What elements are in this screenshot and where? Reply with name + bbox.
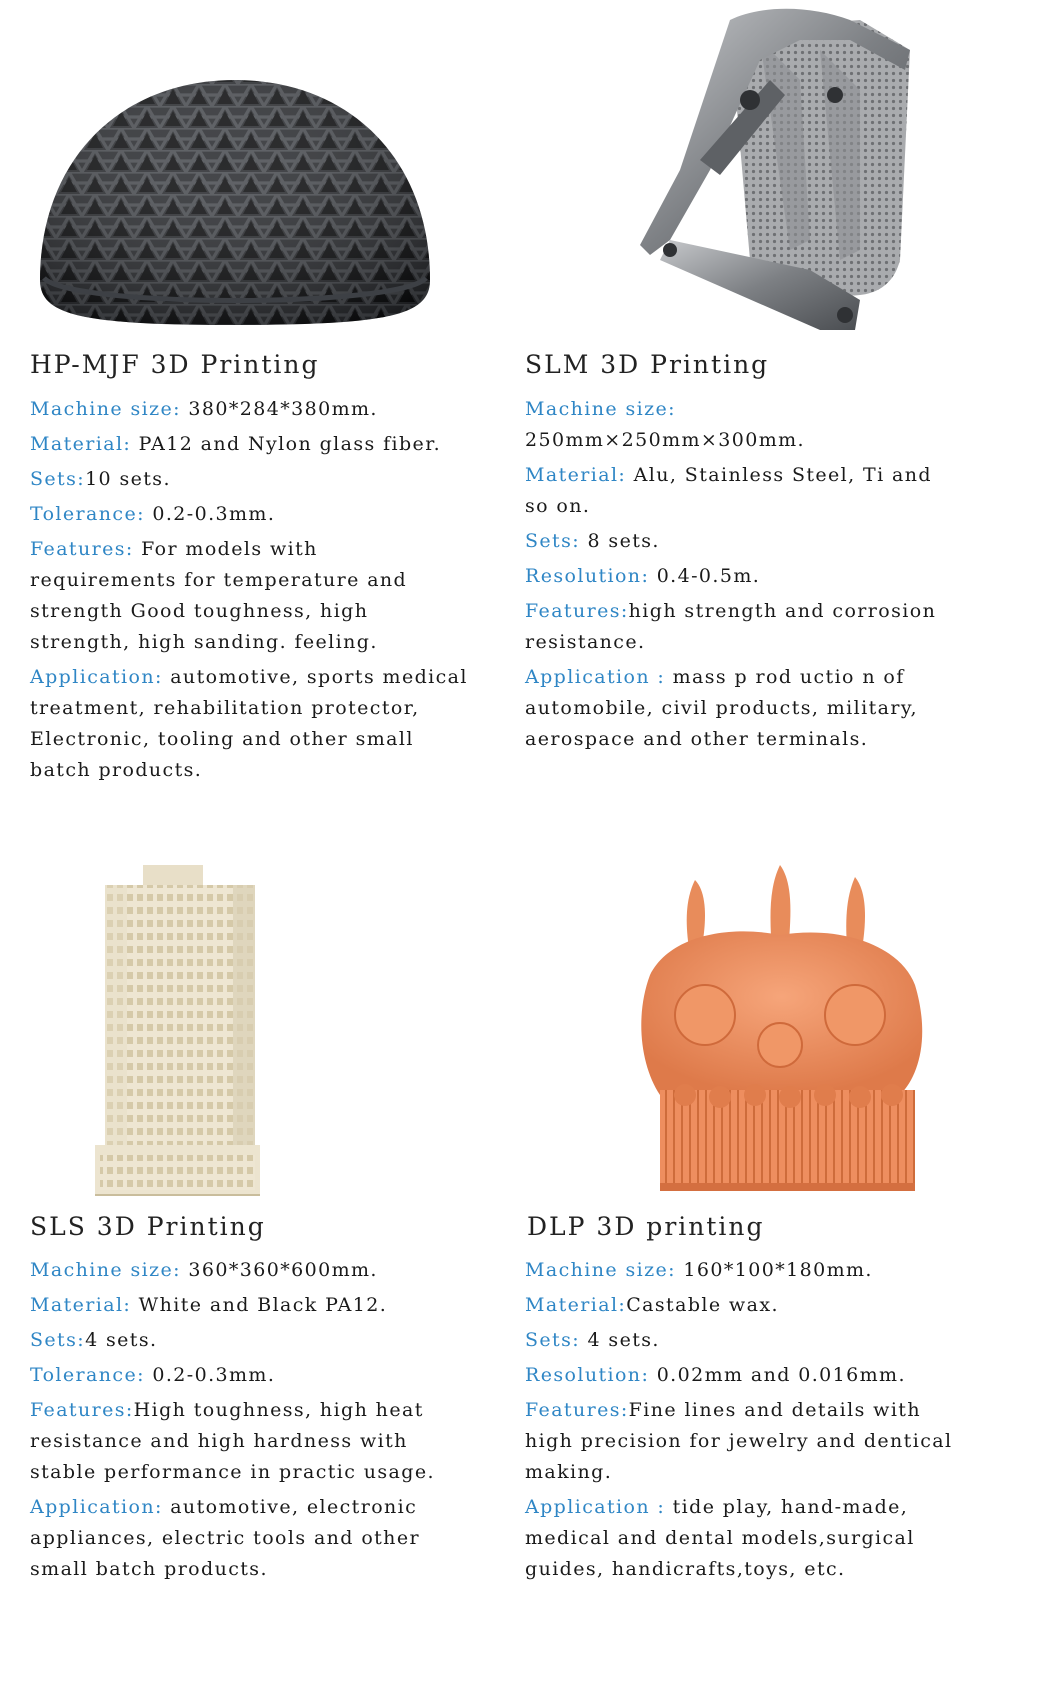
spec-label: Tolerance: [30, 503, 145, 525]
spec-label: Sets: [525, 1329, 581, 1351]
spec-value: 0.02mm and 0.016mm. [649, 1364, 906, 1386]
spec-material [30, 1290, 460, 1321]
spec-value: Castable wax. [626, 1294, 779, 1316]
spec-resolution [525, 1360, 960, 1391]
spec-value: Alu, Stainless Steel, Ti and so on. [525, 464, 932, 517]
spec-features [525, 1395, 960, 1488]
spec-material [525, 460, 945, 522]
spec-label: Tolerance: [30, 1364, 145, 1386]
spec-value: 250mm×250mm×300mm. [525, 429, 805, 451]
spec-application [30, 662, 470, 786]
spec-value: 4 sets. [580, 1329, 660, 1351]
spec-application [30, 1492, 460, 1585]
spec-label: Features: [525, 1399, 629, 1421]
spec-value: White and Black PA12. [131, 1294, 388, 1316]
card-title: HP-MJF 3D Printing [30, 350, 320, 379]
spec-label: Resolution: [525, 1364, 650, 1386]
spec-application [525, 662, 945, 755]
spec-value: For models with requirements for temperature and strength Good toughness, high strength, high sanding. feeling. [30, 538, 408, 653]
spec-label: Material: [525, 1294, 627, 1316]
card-title: SLS 3D Printing [30, 1212, 266, 1241]
spec-label: Features: [30, 1399, 134, 1421]
spec-value: Fine lines and details with high precision for jewelry and dentical making. [525, 1399, 953, 1483]
spec-value: 0.4-0.5m. [649, 565, 761, 587]
spec-value: 380*284*380mm. [180, 398, 378, 420]
spec-label: Application: [30, 1496, 163, 1518]
spec-value: High toughness, high heat resistance and high hardness with stable performance in practic usage. [30, 1399, 435, 1483]
spec-application [525, 1492, 960, 1585]
spec-label: Features: [525, 600, 629, 622]
spec-label: Resolution: [525, 565, 650, 587]
wax-sculpture-photo [630, 865, 935, 1200]
spec-features [525, 596, 945, 658]
spec-features [30, 534, 470, 658]
spec-sets [525, 526, 945, 557]
spec-machine-size [30, 1255, 460, 1286]
spec-machine-size [525, 394, 945, 456]
spec-label: Machine size: [525, 398, 676, 420]
spec-label: Machine size: [30, 398, 181, 420]
spec-list [30, 394, 470, 790]
card-title: DLP 3D printing [527, 1212, 765, 1241]
spec-tolerance [30, 1360, 460, 1391]
tower-model-photo [95, 865, 265, 1200]
spec-label: Sets: [525, 530, 581, 552]
spec-value: automotive, electronic appliances, electric tools and other small batch products. [30, 1496, 420, 1580]
spec-machine-size [30, 394, 470, 425]
lattice-helmet-photo [30, 40, 440, 340]
spec-value: 0.2-0.3mm. [144, 503, 276, 525]
spec-value: 10 sets. [85, 468, 171, 490]
spec-list [30, 1255, 460, 1589]
spec-features [30, 1395, 460, 1488]
spec-material [30, 429, 470, 460]
spec-resolution [525, 561, 945, 592]
spec-value: 160*100*180mm. [675, 1259, 873, 1281]
spec-label: Features: [30, 538, 134, 560]
spec-value: automotive, sports medical treatment, rehabilitation protector, Electronic, tooling and other small batch products. [30, 666, 468, 781]
spec-label: Material: [30, 1294, 132, 1316]
card-title: SLM 3D Printing [525, 350, 770, 379]
spec-sets [525, 1325, 960, 1356]
spec-tolerance [30, 499, 470, 530]
spec-sets [30, 464, 470, 495]
spec-list [525, 394, 945, 759]
spec-value: PA12 and Nylon glass fiber. [131, 433, 442, 455]
spec-label: Machine size: [30, 1259, 181, 1281]
spec-value: 0.2-0.3mm. [144, 1364, 276, 1386]
spec-label: Material: [525, 464, 627, 486]
spec-value: mass p rod uctio n of automobile, civil products, military, aerospace and other terminals. [525, 666, 918, 750]
spec-value: 4 sets. [85, 1329, 158, 1351]
spec-label: Application : [525, 1496, 666, 1518]
spec-label: Machine size: [525, 1259, 676, 1281]
spec-value: 8 sets. [580, 530, 660, 552]
spec-label: Sets: [30, 468, 86, 490]
spec-label: Sets: [30, 1329, 86, 1351]
metal-bracket-photo [610, 0, 930, 345]
spec-list [525, 1255, 960, 1589]
spec-label: Application : [525, 666, 666, 688]
spec-label: Material: [30, 433, 132, 455]
spec-machine-size [525, 1255, 960, 1286]
spec-label: Application: [30, 666, 163, 688]
spec-value: tide play, hand-made, medical and dental models,surgical guides, handicrafts,toys, etc. [525, 1496, 915, 1580]
spec-value: 360*360*600mm. [180, 1259, 378, 1281]
spec-sets [30, 1325, 460, 1356]
spec-material [525, 1290, 960, 1321]
spec-value: high strength and corrosion resistance. [525, 600, 937, 653]
